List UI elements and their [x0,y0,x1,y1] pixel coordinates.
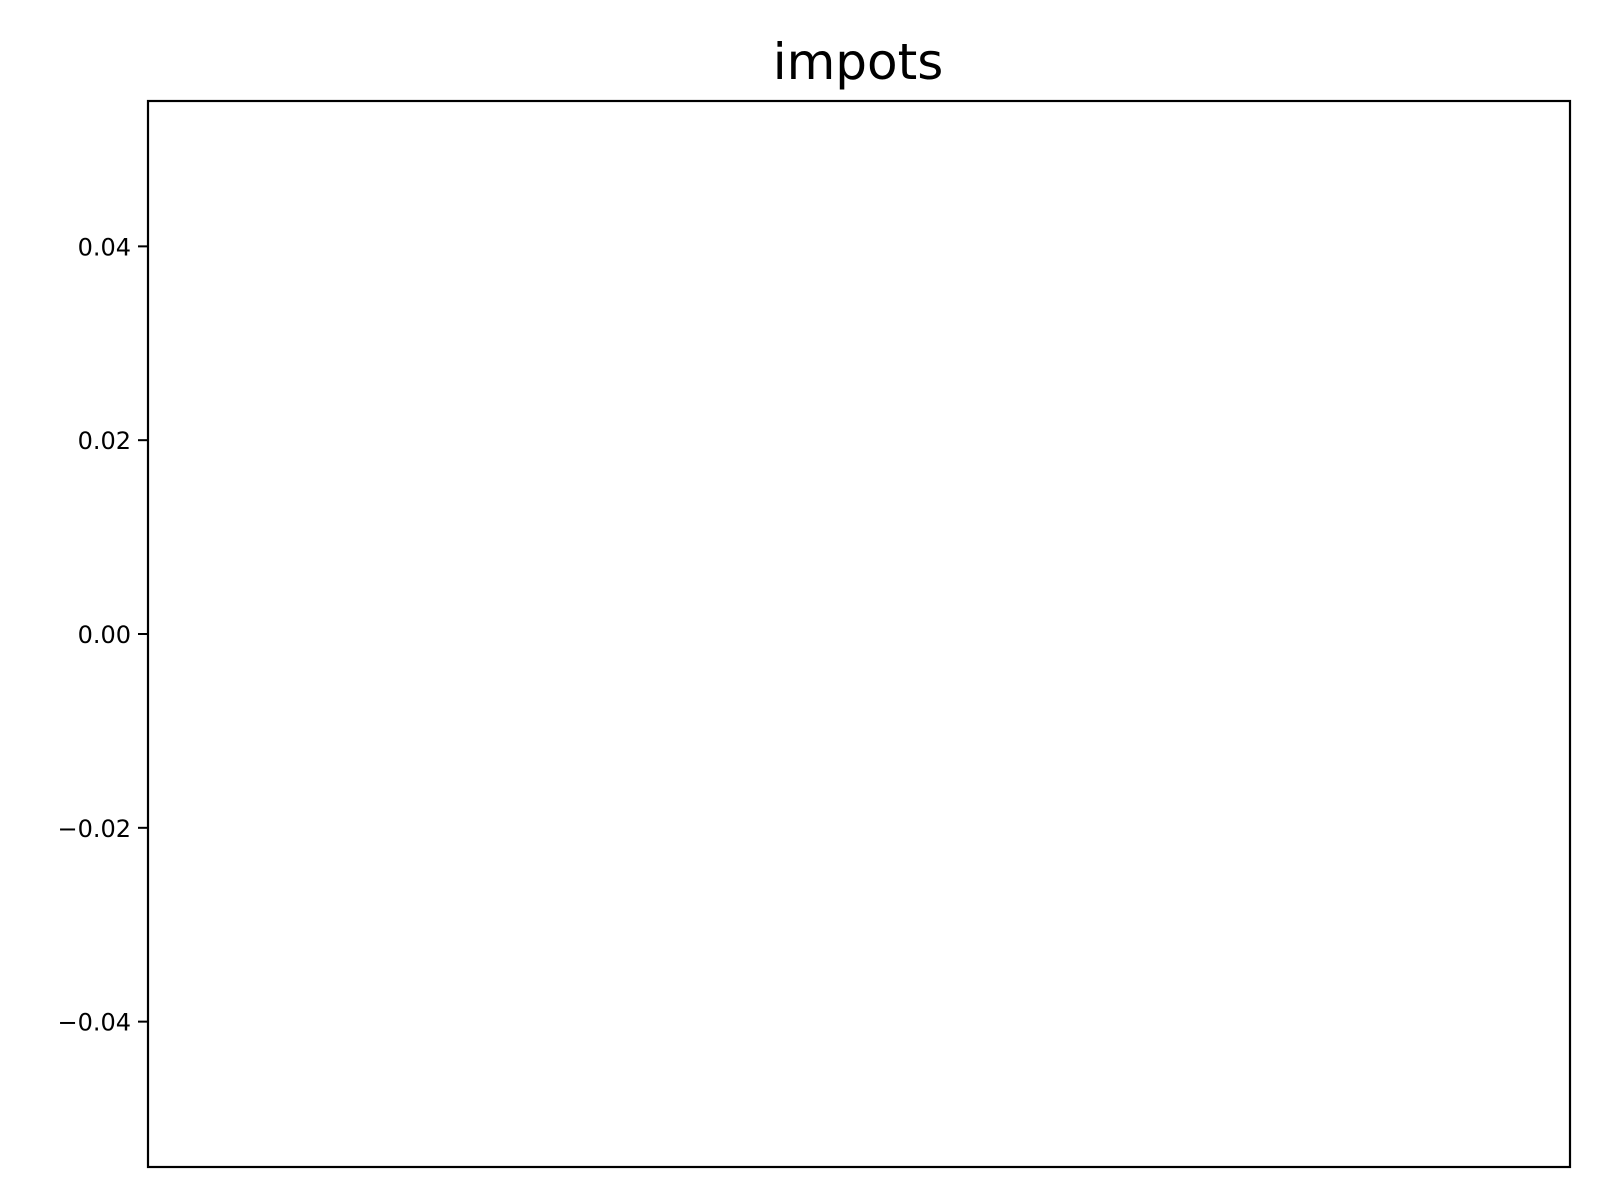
y-tick-label: −0.04 [57,1008,131,1037]
y-tick-label: −0.02 [57,814,131,843]
chart-title: impots [772,33,944,91]
plot-area-frame [148,101,1570,1167]
y-axis [57,233,148,1036]
y-tick-label: 0.00 [77,621,131,649]
y-tick-label: 0.04 [77,233,131,262]
y-tick-label: 0.02 [77,427,131,456]
